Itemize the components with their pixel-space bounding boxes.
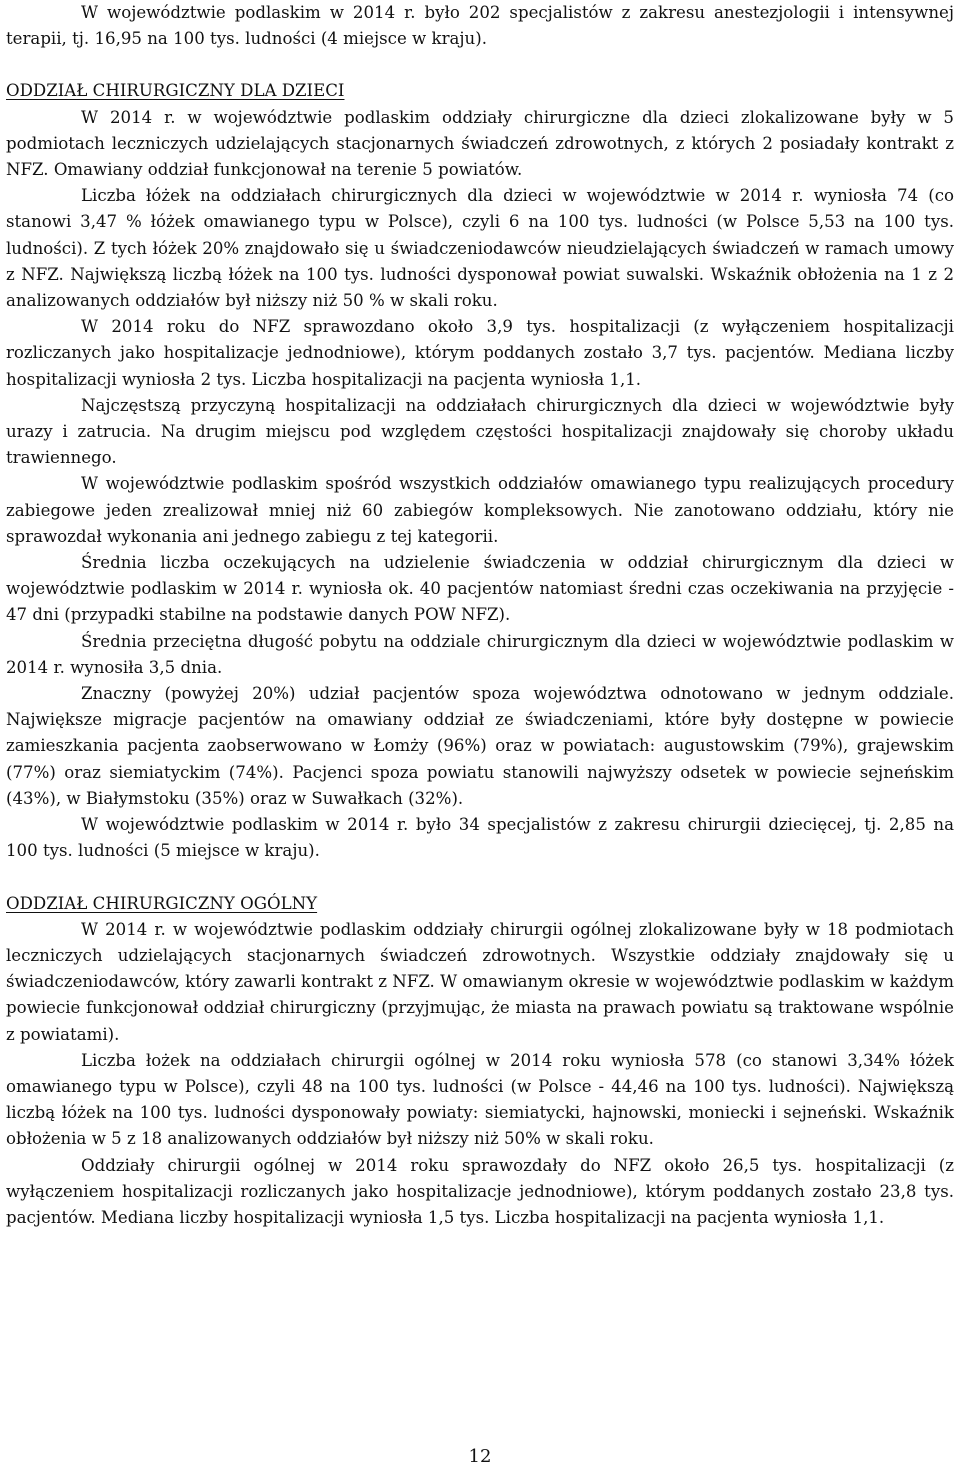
pediatric-paragraph: Średnia liczba oczekujących na udzielenie świadczenia w oddział chirurgicznym dla dzieci w województwie podlaskim w 2014 r. wyniosła ok. 40 pacjentów natomiast średni czas oczekiwania na przyjęcie - 47 dni (przypadki stabilne na podstawie danych POW NFZ).	[6, 553, 954, 625]
pediatric-paragraph: Najczęstszą przyczyną hospitalizacji na oddziałach chirurgicznych dla dzieci w województwie były urazy i zatrucia. Na drugim miejscu pod względem częstości hospitalizacji znajdowały się choroby układu trawiennego.	[6, 395, 954, 468]
intro-paragraph: W województwie podlaskim w 2014 r. było 202 specjalistów z zakresu anestezjologii i intensywnej terapii, tj. 16,95 na 100 tys. ludności (4 miejsce w kraju).	[6, 3, 954, 49]
document-body	[6, 0, 954, 1231]
pediatric-paragraph: W 2014 r. w województwie podlaskim oddziały chirurgiczne dla dzieci zlokalizowane były w 5 podmiotach leczniczych udzielających stacjonarnych świadczeń zdrowotnych, z których 2 posiadały kontrakt z NFZ. Omawiany oddział funkcjonował na terenie 5 powiatów.	[6, 107, 954, 180]
page-number: 12	[468, 1446, 492, 1467]
pediatric-paragraph: Liczba łóżek na oddziałach chirurgicznych dla dzieci w województwie w 2014 r. wyniosła 74 (co stanowi 3,47 % łóżek omawianego typu w Polsce), czyli 6 na 100 tys. ludności (w Polsce 5,53 na 100 tys. ludności). Z tych łóżek 20% znajdowało się u świadczeniodawców nieudzielających świadczeń w ramach umowy z NFZ. Największą liczbą łóżek na 100 tys. ludności dysponował powiat suwalski. Wskaźnik obłożenia na 1 z 2 analizowanych oddziałów był niższy niż 50 % w skali roku.	[6, 186, 954, 311]
pediatric-paragraph: W województwie podlaskim w 2014 r. było 34 specjalistów z zakresu chirurgii dziecięcej, tj. 2,85 na 100 tys. ludności (5 miejsce w kraju).	[6, 815, 954, 861]
general-paragraph: Liczba łożek na oddziałach chirurgii ogólnej w 2014 roku wyniosła 578 (co stanowi 3,34% łóżek omawianego typu w Polsce), czyli 48 na 100 tys. ludności (w Polsce - 44,46 na 100 tys. ludności). Największą liczbą łóżek na 100 tys. ludności dysponowały powiaty: siemiatycki, hajnowski, moniecki i sejneński. Wskaźnik obłożenia w 5 z 18 analizowanych oddziałów był niższy niż 50% w skali roku.	[6, 1050, 954, 1149]
section-title-pediatric-surgery: ODDZIAŁ CHIRURGICZNY DLA DZIECI	[6, 81, 345, 101]
pediatric-paragraph: W 2014 roku do NFZ sprawozdano około 3,9 tys. hospitalizacji (z wyłączeniem hospitalizacji rozliczanych jako hospitalizacje jednodniowe), którym poddanych zostało 3,7 tys. pacjentów. Mediana liczby hospitalizacji wyniosła 2 tys. Liczba hospitalizacji na pacjenta wyniosła 1,1.	[6, 317, 954, 389]
general-paragraph: Oddziały chirurgii ogólnej w 2014 roku sprawozdały do NFZ około 26,5 tys. hospitalizacji (z wyłączeniem hospitalizacji rozliczanych jako hospitalizacje jednodniowe), którym poddanych zostało 23,8 tys. pacjentów. Mediana liczby hospitalizacji wyniosła 1,5 tys. Liczba hospitalizacji na pacjenta wyniosła 1,1.	[6, 1155, 954, 1227]
spacer	[6, 52, 954, 78]
pediatric-paragraph: W województwie podlaskim spośród wszystkich oddziałów omawianego typu realizujących procedury zabiegowe jeden zrealizował mniej niż 60 zabiegów kompleksowych. Nie zanotowano oddziału, który nie sprawozdał wykonania ani jednego zabiegu z tej kategorii.	[6, 474, 954, 546]
general-paragraph: W 2014 r. w województwie podlaskim oddziały chirurgii ogólnej zlokalizowane były w 18 podmiotach leczniczych udzielających stacjonarnych świadczeń zdrowotnych. Wszystkie oddziały znajdowały się u świadczeniodawców, który zawarli kontrakt z NFZ. W omawianym okresie w województwie podlaskim w każdym powiecie funkcjonował oddział chirurgiczny (przyjmując, że miasta na prawach powiatu są traktowane wspólnie z powiatami).	[6, 919, 954, 1044]
spacer	[6, 865, 954, 891]
section-title-general-surgery: ODDZIAŁ CHIRURGICZNY OGÓLNY	[6, 893, 318, 913]
pediatric-paragraph: Znaczny (powyżej 20%) udział pacjentów spoza województwa odnotowano w jednym oddziale. Największe migracje pacjentów na omawiany oddział ze świadczeniami, które były dostępne w powiecie zamieszkania pacjenta zaobserwowano w Łomży (96%) oraz w powiatach: augustowskim (79%), grajewskim (77%) oraz siemiatyckim (74%). Pacjenci spoza powiatu stanowili najwyższy odsetek w powiecie sejneńskim (43%), w Białymstoku (35%) oraz w Suwałkach (32%).	[6, 684, 954, 808]
pediatric-paragraph: Średnia przeciętna długość pobytu na oddziale chirurgicznym dla dzieci w województwie podlaskim w 2014 r. wynosiła 3,5 dnia.	[6, 631, 954, 677]
